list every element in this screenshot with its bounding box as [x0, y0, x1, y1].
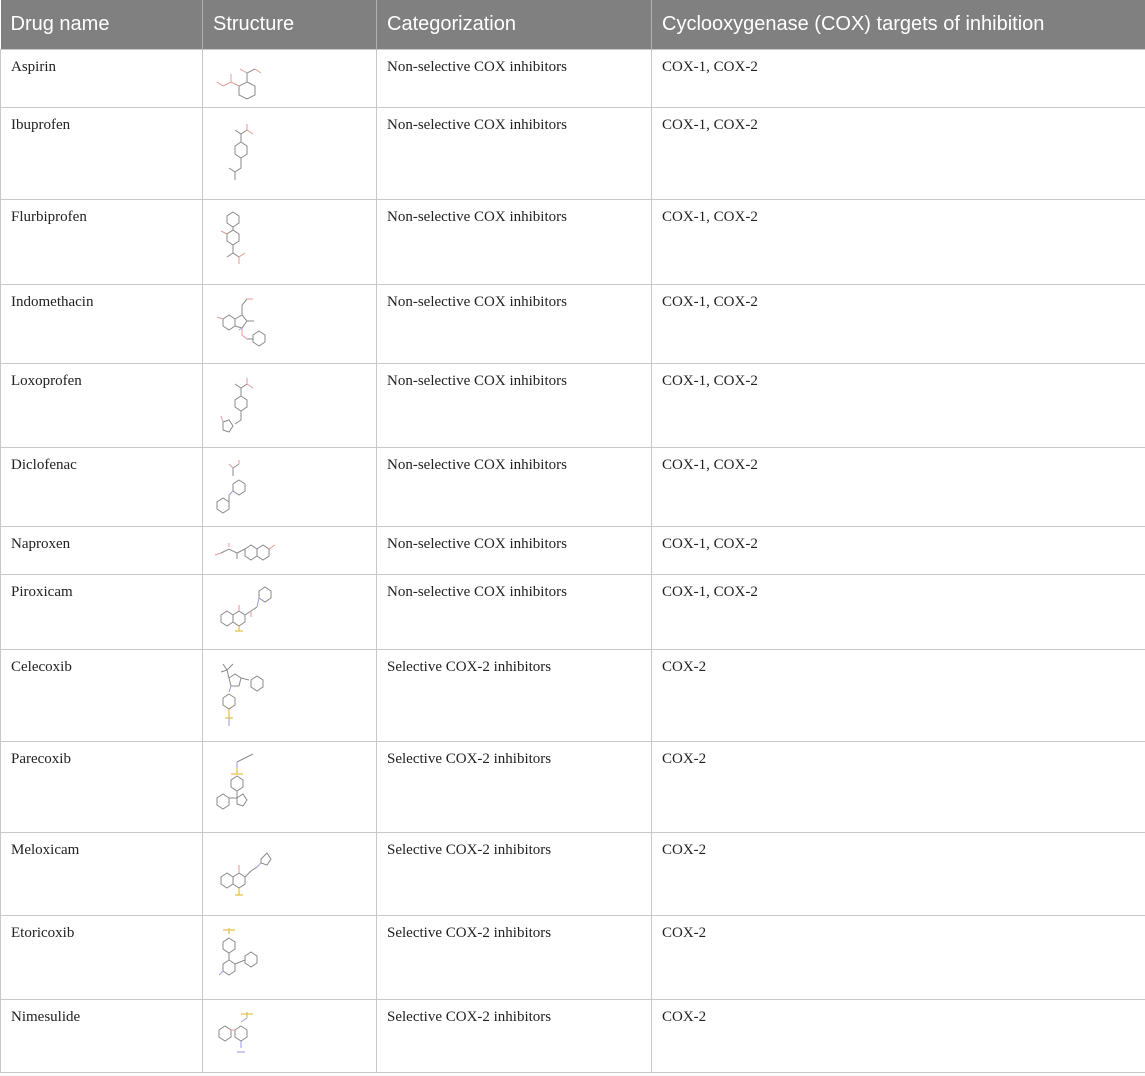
- meloxicam-structure-image: [209, 839, 289, 911]
- categorization: Selective COX-2 inhibitors: [377, 999, 652, 1072]
- cox-targets: COX-1, COX-2: [652, 107, 1145, 199]
- drug-name: Indomethacin: [1, 284, 203, 363]
- categorization: Non-selective COX inhibitors: [377, 107, 652, 199]
- table-row: [1, 284, 1145, 363]
- drug-name: Aspirin: [1, 49, 203, 107]
- table-row: [1, 832, 1145, 915]
- etoricoxib-structure-image: [209, 922, 279, 994]
- structure-cell: [203, 526, 377, 574]
- structure-cell: [203, 284, 377, 363]
- table-row: [1, 574, 1145, 649]
- structure-cell: [203, 832, 377, 915]
- table-row: [1, 741, 1145, 832]
- cox-targets: COX-1, COX-2: [652, 199, 1145, 284]
- parecoxib-structure-image: [209, 748, 279, 828]
- categorization: Non-selective COX inhibitors: [377, 199, 652, 284]
- structure-cell: [203, 574, 377, 649]
- drug-name: Flurbiprofen: [1, 199, 203, 284]
- categorization: Non-selective COX inhibitors: [377, 574, 652, 649]
- structure-cell: [203, 447, 377, 526]
- cox-targets: COX-1, COX-2: [652, 526, 1145, 574]
- drug-name: Loxoprofen: [1, 363, 203, 447]
- cox-targets: COX-2: [652, 832, 1145, 915]
- drug-name: Naproxen: [1, 526, 203, 574]
- cox-targets: COX-2: [652, 999, 1145, 1072]
- cox-targets: COX-1, COX-2: [652, 574, 1145, 649]
- categorization: Selective COX-2 inhibitors: [377, 832, 652, 915]
- categorization: Selective COX-2 inhibitors: [377, 741, 652, 832]
- structure-cell: [203, 49, 377, 107]
- categorization: Non-selective COX inhibitors: [377, 284, 652, 363]
- cox-targets: COX-2: [652, 649, 1145, 741]
- diclofenac-structure-image: [209, 454, 269, 522]
- drug-name: Parecoxib: [1, 741, 203, 832]
- aspirin-structure-image: [209, 56, 269, 100]
- structure-cell: [203, 363, 377, 447]
- drug-name: Meloxicam: [1, 832, 203, 915]
- structure-cell: [203, 741, 377, 832]
- categorization: Non-selective COX inhibitors: [377, 447, 652, 526]
- table-row: [1, 526, 1145, 574]
- cox-targets: COX-1, COX-2: [652, 447, 1145, 526]
- table-row: [1, 199, 1145, 284]
- table-row: [1, 107, 1145, 199]
- categorization: Selective COX-2 inhibitors: [377, 915, 652, 999]
- cox-targets: COX-1, COX-2: [652, 49, 1145, 107]
- categorization: Non-selective COX inhibitors: [377, 49, 652, 107]
- structure-cell: [203, 999, 377, 1072]
- header-row: [1, 0, 1145, 49]
- naproxen-structure-image: [209, 533, 299, 569]
- cox-targets: COX-1, COX-2: [652, 284, 1145, 363]
- categorization: Non-selective COX inhibitors: [377, 526, 652, 574]
- piroxicam-structure-image: [209, 581, 289, 645]
- table-row: [1, 363, 1145, 447]
- nimesulide-structure-image: [209, 1006, 279, 1068]
- structure-cell: [203, 107, 377, 199]
- drug-name: Diclofenac: [1, 447, 203, 526]
- structure-cell: [203, 649, 377, 741]
- categorization: Non-selective COX inhibitors: [377, 363, 652, 447]
- structure-cell: [203, 915, 377, 999]
- header-structure: Structure: [203, 0, 377, 49]
- structure-cell: [203, 199, 377, 284]
- cox-targets: COX-2: [652, 915, 1145, 999]
- categorization: Selective COX-2 inhibitors: [377, 649, 652, 741]
- table-row: [1, 49, 1145, 107]
- drug-name: Piroxicam: [1, 574, 203, 649]
- table-row: [1, 447, 1145, 526]
- drug-name: Etoricoxib: [1, 915, 203, 999]
- table-row: [1, 999, 1145, 1072]
- table-row: [1, 915, 1145, 999]
- indomethacin-structure-image: [209, 291, 289, 359]
- table-row: [1, 649, 1145, 741]
- cox-targets: COX-1, COX-2: [652, 363, 1145, 447]
- drug-name: Nimesulide: [1, 999, 203, 1072]
- drug-name: Celecoxib: [1, 649, 203, 741]
- header-cox-targets: Cyclooxygenase (COX) targets of inhibition: [662, 12, 1045, 35]
- header-drug-name: Drug name: [1, 0, 203, 49]
- loxoprofen-structure-image: [209, 370, 269, 444]
- header-categorization: Categorization: [377, 0, 652, 49]
- ibuprofen-structure-image: [209, 114, 269, 194]
- cox-targets: COX-2: [652, 741, 1145, 832]
- celecoxib-structure-image: [209, 656, 279, 736]
- flurbiprofen-structure-image: [209, 206, 269, 280]
- drug-name: Ibuprofen: [1, 107, 203, 199]
